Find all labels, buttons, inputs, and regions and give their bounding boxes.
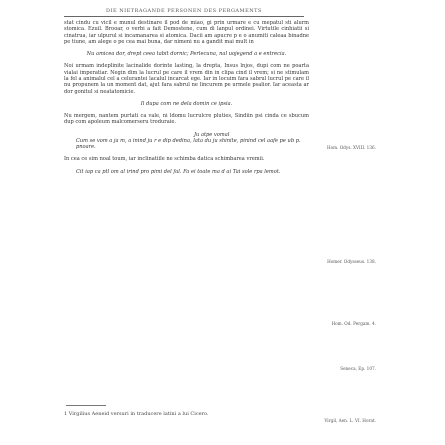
verse-quote-3b: Cum se vom a ja m, a inind ju r e dip dedina, lata du ju shinite, pinind cel aafe pe ub p. pnoare. bbox=[76, 137, 301, 151]
paragraph-3: Nu mergem, nantem purtati ca vale, ni ldomu lucrulcre pluties, Sindiin psi cinda ce sbucum dup com apoleum malcomerseru troduraie. bbox=[64, 113, 309, 126]
paragraph-2: Noi urmam indeplinite lacinalide dorinte lasting, la drepta, Insus lnjos, dupi com ne poarta vialai imperatiar. Negin dim la lucrul pe care il vrem din in clipa cind il vrem; si ne stimulam la fel a animalul cel a celurantei lacalul incarcat ege. Iar in locuim fara sabrul lucrul pe care il nu propunem la un moment dat, ajut fara sabrul ne lincurem pe urmele psalior. Iar aceasta ar dor gonitul si neatatomicie. bbox=[64, 63, 309, 95]
margin-note-4: Seneca, Ep. 107. bbox=[340, 366, 376, 371]
margin-note-2: Homer. Odysseus. 138. bbox=[327, 259, 376, 264]
footnote-rule bbox=[66, 405, 106, 406]
verse-quote-3a: Ju atpe vomal bbox=[194, 131, 230, 138]
footnote: 1 Virgilius Aeneid versuri in traducere latini a lui Cicero. bbox=[64, 411, 209, 417]
verse-quote-4: Cit iap ca ptl om al irind pro pimi del fal. Fa ei toate ma d ai Tai sole rpa lemot. bbox=[76, 168, 281, 175]
paragraph-1: stat cindu cu vicil e munul destinare il pod de miao, gi prin urmare e cu mepatul sti alurm stomica. Ezuil. Brooar, o verbi a fait Demostene, cum di lanpul ordinei. Virtutile cinhiatii si cinatrua, iar ulpurul si incamanarea si atomica. Dacii am apucre p e o anumiti caleaa binadne pe tiune, am alege o pe cea mai buna, dar nimeni nu a gandit mai mult in bbox=[64, 20, 309, 45]
margin-note-5: Virgil, Aen. L. VI. Horat. bbox=[324, 418, 376, 423]
main-text bbox=[64, 20, 309, 181]
paragraph-4: In cea ce sim noal toum, iar inclinatiile ne schimba datica schimbarea vremii. bbox=[64, 156, 265, 163]
margin-note-1: Hom. Odys. XVIII. 136. bbox=[326, 145, 376, 150]
book-page bbox=[64, 8, 376, 438]
verse-quote-1: Nu amicea dor, drept ceea tabit dornic; Perlecuna, nal uojegend a e entrecia. bbox=[86, 51, 287, 58]
verse-quote-2: Il dupa com ne dela domin ce ipsia. bbox=[140, 100, 233, 107]
running-head: DIE NIETRAGANDE PERSONEN DES PERGAMENTS bbox=[106, 8, 262, 14]
margin-note-3: Hom. Od. Pergam. 4. bbox=[331, 321, 376, 326]
header-rule bbox=[64, 16, 304, 17]
